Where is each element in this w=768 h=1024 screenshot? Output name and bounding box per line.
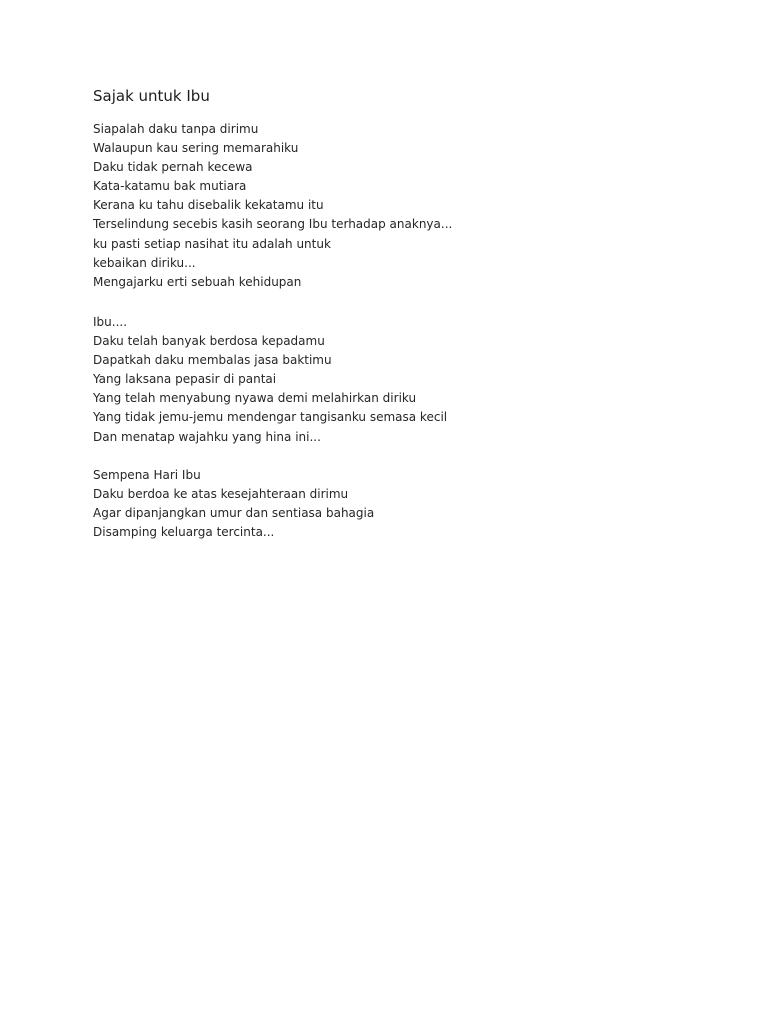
poem-title: Sajak untuk Ibu: [93, 87, 210, 105]
poem-line: Daku tidak pernah kecewa: [93, 160, 253, 175]
poem-line: Agar dipanjangkan umur dan sentiasa bahagia: [93, 506, 375, 521]
poem-line: Dan menatap wajahku yang hina ini...: [93, 429, 321, 444]
poem-line: Kerana ku tahu disebalik kekatamu itu: [93, 198, 324, 213]
poem-line: Sempena Hari Ibu: [93, 468, 201, 482]
poem-line: Walaupun kau sering memarahiku: [93, 141, 299, 156]
stanza-3: [93, 466, 374, 542]
poem-line: Siapalah daku tanpa dirimu: [93, 122, 259, 136]
poem-line: Yang telah menyabung nyawa demi melahirkan diriku: [93, 391, 417, 406]
poem-line: Terselindung secebis kasih seorang Ibu terhadap anaknya...: [93, 217, 453, 232]
poem-line: Daku telah banyak berdosa kepadamu: [93, 334, 325, 349]
poem-line: Mengajarku erti sebuah kehidupan: [93, 274, 302, 289]
poem-line: Disamping keluarga tercinta...: [93, 525, 275, 540]
poem-line: Yang laksana pepasir di pantai: [93, 372, 277, 387]
poem-line: ku pasti setiap nasihat itu adalah untuk: [93, 236, 331, 251]
stanza-1: [93, 120, 452, 292]
poem-line: Kata-katamu bak mutiara: [93, 179, 247, 194]
poem-line: Ibu....: [93, 315, 128, 329]
stanza-2: [93, 313, 447, 447]
poem-line: Dapatkah daku membalas jasa baktimu: [93, 353, 332, 368]
poem-line: Yang tidak jemu-jemu mendengar tangisanku semasa kecil: [93, 410, 448, 425]
poem-line: Daku berdoa ke atas kesejahteraan dirimu: [93, 487, 349, 502]
poem-line: kebaikan diriku...: [93, 255, 196, 270]
